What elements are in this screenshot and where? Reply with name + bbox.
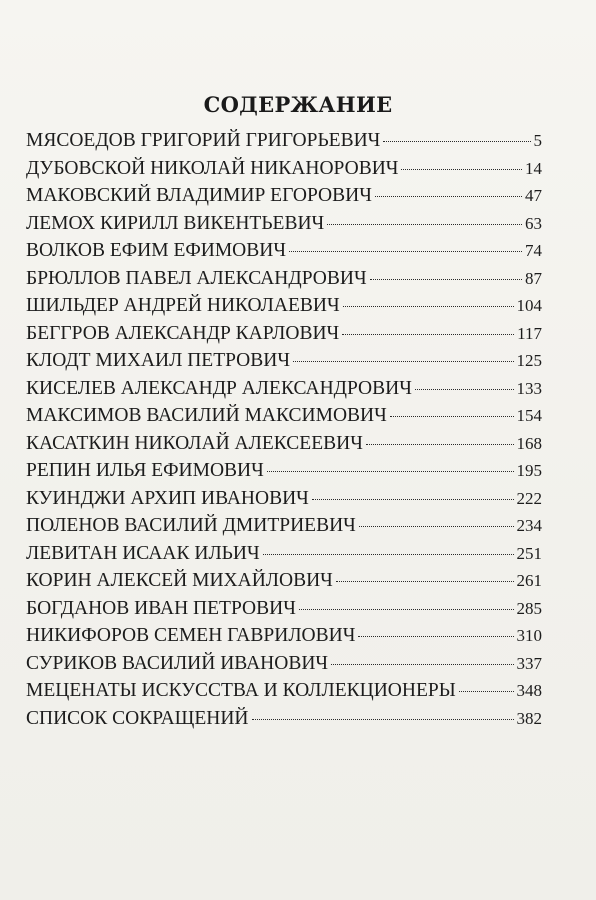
dot-leader [336,581,514,582]
dot-leader [459,691,514,692]
page-title: СОДЕРЖАНИЕ [203,92,393,117]
toc-entry-name: БЕГГРОВ АЛЕКСАНДР КАРЛОВИЧ [26,322,340,344]
toc-entry-page: 87 [525,268,542,288]
toc-entry-name: ЛЕМОХ КИРИЛЛ ВИКЕНТЬЕВИЧ [26,212,325,234]
dot-leader [375,196,522,197]
toc-entry [26,378,542,406]
toc-entry-page: 14 [525,158,542,178]
dot-leader [383,141,530,142]
toc-entry [26,323,542,351]
toc-entry [26,598,542,626]
dot-leader [331,664,513,665]
toc-entry [26,240,542,268]
toc-entry [26,130,542,158]
toc-entry-page: 125 [516,351,542,370]
toc-entry [26,488,542,516]
toc-entry-name: РЕПИН ИЛЬЯ ЕФИМОВИЧ [26,460,264,481]
toc-entry [26,158,542,186]
toc-entry-page: 310 [516,626,542,645]
toc-entry-page: 5 [533,131,542,150]
toc-entry-name: ШИЛЬДЕР АНДРЕЙ НИКОЛАЕВИЧ [26,295,340,316]
toc-entry-name: МЕЦЕНАТЫ ИСКУССТВА И КОЛЛЕКЦИОНЕРЫ [26,680,456,701]
toc-entry-page: 195 [516,461,542,480]
toc-entry [26,185,542,213]
dot-leader [366,444,514,445]
toc-entry-page: 104 [516,296,542,315]
toc-entry-name: ПОЛЕНОВ ВАСИЛИЙ ДМИТРИЕВИЧ [26,515,356,536]
toc-entry [26,460,542,488]
toc-entry [26,653,542,681]
toc-entry-name: БРЮЛЛОВ ПАВЕЛ АЛЕКСАНДРОВИЧ [26,267,367,289]
dot-leader [327,224,522,225]
toc-entry-page: 117 [517,323,542,343]
toc-entry [26,515,542,543]
toc-entry [26,213,542,241]
toc-entry-page: 337 [516,653,542,673]
toc-entry [26,708,542,736]
toc-entry-page: 285 [516,598,542,618]
toc-entry-name: ДУБОВСКОЙ НИКОЛАЙ НИКАНОРОВИЧ [26,157,399,179]
toc-entry-page: 382 [516,708,542,728]
toc-entry-page: 133 [516,378,542,398]
dot-leader [358,636,513,637]
dot-leader [415,389,514,390]
toc-entry-name: СУРИКОВ ВАСИЛИЙ ИВАНОВИЧ [26,652,329,674]
toc-entry [26,405,542,433]
dot-leader [252,719,514,720]
dot-leader [390,416,514,417]
toc-entry [26,433,542,461]
toc-entry-page: 261 [516,571,542,590]
toc-entry-name: ВОЛКОВ ЕФИМ ЕФИМОВИЧ [26,240,287,261]
toc-entry-page: 154 [516,406,542,425]
toc-entry-name: КАСАТКИН НИКОЛАЙ АЛЕКСЕЕВИЧ [26,432,363,454]
toc-entry [26,295,542,323]
toc-entry-name: НИКИФОРОВ СЕМЕН ГАВРИЛОВИЧ [26,625,356,646]
toc-entry-page: 63 [525,213,542,233]
toc-entry-name: МАКСИМОВ ВАСИЛИЙ МАКСИМОВИЧ [26,405,387,426]
toc-entry-name: СПИСОК СОКРАЩЕНИЙ [26,707,249,729]
toc-entry [26,543,542,571]
toc-entry-name: МАКОВСКИЙ ВЛАДИМИР ЕГОРОВИЧ [26,185,372,206]
dot-leader [359,526,514,527]
toc-entry [26,570,542,598]
toc-entry [26,680,542,708]
toc-entry-page: 222 [516,488,542,508]
dot-leader [312,499,514,500]
dot-leader [343,306,514,307]
dot-leader [267,471,514,472]
toc-entry-name: ЛЕВИТАН ИСААК ИЛЬИЧ [26,542,260,564]
toc-entry [26,625,542,653]
dot-leader [263,554,514,555]
toc-entry-page: 348 [516,681,542,700]
dot-leader [293,361,513,362]
toc-entry [26,350,542,378]
toc-entry [26,268,542,296]
toc-entry-page: 47 [525,186,542,205]
dot-leader [299,609,514,610]
table-of-contents [26,130,542,735]
toc-entry-page: 251 [516,543,542,563]
toc-entry-name: МЯСОЕДОВ ГРИГОРИЙ ГРИГОРЬЕВИЧ [26,130,381,151]
toc-entry-name: КУИНДЖИ АРХИП ИВАНОВИЧ [26,487,309,509]
toc-entry-page: 74 [525,241,542,260]
dot-leader [370,279,522,280]
toc-entry-name: КОРИН АЛЕКСЕЙ МИХАЙЛОВИЧ [26,570,333,591]
toc-entry-page: 234 [516,516,542,535]
toc-entry-name: КИСЕЛЕВ АЛЕКСАНДР АЛЕКСАНДРОВИЧ [26,377,412,399]
dot-leader [342,334,514,335]
toc-entry-name: БОГДАНОВ ИВАН ПЕТРОВИЧ [26,597,296,619]
toc-entry-name: КЛОДТ МИХАИЛ ПЕТРОВИЧ [26,350,291,371]
toc-entry-page: 168 [516,433,542,453]
dot-leader [289,251,522,252]
dot-leader [401,169,522,170]
